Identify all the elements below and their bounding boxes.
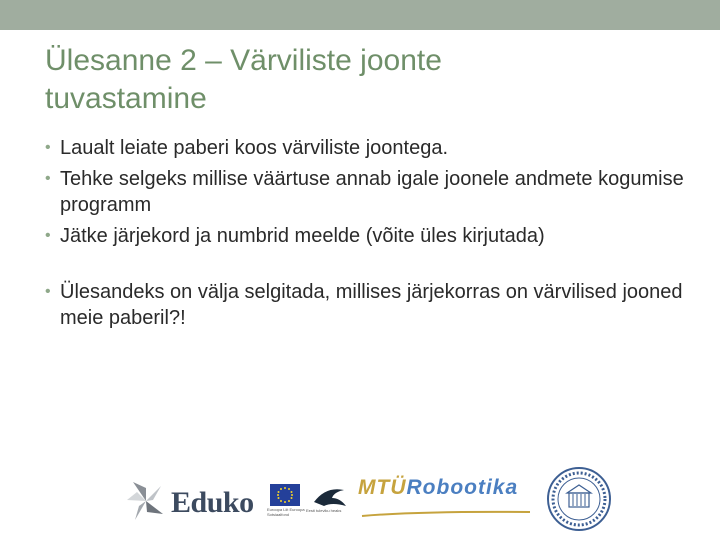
eu-caption: Euroopa Liit Euroopa Sotsiaalfond bbox=[267, 507, 305, 517]
mtu-underline-icon bbox=[360, 510, 532, 518]
bullet-item-4: • Ülesandeks on välja selgitada, millises järjekorras on värvilised jooned meie paberil?! bbox=[45, 279, 685, 331]
ekf-caption: Eesti tuleviku heaks bbox=[306, 508, 342, 513]
slide-title-line-2: tuvastamine bbox=[45, 82, 207, 115]
slide-title-line-1: Ülesanne 2 – Värviliste joonte bbox=[45, 44, 442, 77]
slide-title bbox=[45, 42, 685, 118]
bullet-item-2: • Tehke selgeks millise väärtuse annab igale joonele andmete kogumise programm bbox=[45, 166, 685, 218]
logo-strip bbox=[120, 470, 620, 535]
bullet-list bbox=[45, 135, 685, 336]
bullet-item-1: • Laualt leiate paberi koos värviliste joontega. bbox=[45, 135, 685, 161]
top-bar bbox=[0, 0, 720, 30]
eduko-wordmark: Eduko bbox=[171, 486, 254, 519]
mtu-wordmark-part-2: Robootika bbox=[406, 476, 519, 499]
swallow-icon bbox=[310, 480, 350, 522]
mtu-wordmark-part-1: MTÜ bbox=[358, 476, 407, 499]
university-seal-icon bbox=[545, 465, 613, 533]
eduko-logo bbox=[125, 478, 255, 528]
bullet-item-3: • Jätke järjekord ja numbrid meelde (võite üles kirjutada) bbox=[45, 223, 685, 249]
eu-flag-icon bbox=[270, 484, 300, 506]
eduko-pinwheel-icon bbox=[125, 478, 167, 524]
